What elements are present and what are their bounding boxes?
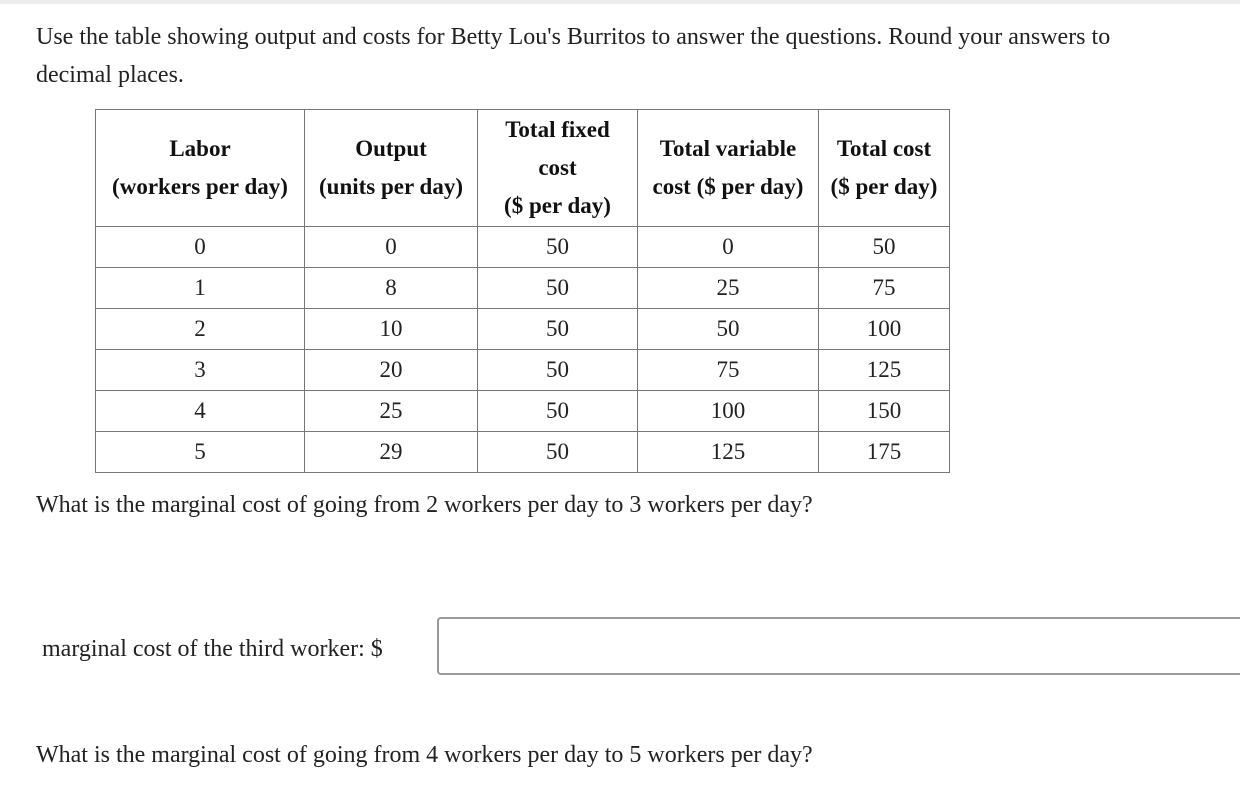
header-labor	[96, 110, 305, 227]
table-cell: 50	[478, 268, 638, 309]
header-label: cost	[538, 155, 577, 180]
header-label: Total fixed	[505, 117, 610, 142]
table-cell: 25	[638, 268, 819, 309]
table-cell: 4	[96, 391, 305, 432]
table-cell: 175	[819, 432, 950, 473]
header-total-variable-cost	[638, 110, 819, 227]
header-label: cost ($ per day)	[652, 174, 804, 199]
header-label: Output	[355, 136, 427, 161]
table-cell: 50	[819, 227, 950, 268]
table-cell: 50	[478, 432, 638, 473]
table-cell: 5	[96, 432, 305, 473]
instructions-line-2: decimal places.	[36, 62, 184, 88]
table-cell: 50	[478, 391, 638, 432]
table-cell: 100	[638, 391, 819, 432]
table-cell: 125	[638, 432, 819, 473]
cost-table	[95, 109, 950, 473]
table-cell: 29	[305, 432, 478, 473]
answer-1-input[interactable]	[437, 617, 1240, 675]
header-label: ($ per day)	[504, 193, 611, 218]
header-label: Total variable	[659, 136, 797, 161]
instructions	[36, 18, 1240, 94]
table-cell: 10	[305, 309, 478, 350]
header-label: ($ per day)	[830, 174, 938, 199]
table-cell: 150	[819, 391, 950, 432]
table-cell: 2	[96, 309, 305, 350]
header-label: (workers per day)	[112, 174, 288, 199]
table-cell: 100	[819, 309, 950, 350]
table-cell: 0	[305, 227, 478, 268]
table-cell: 1	[96, 268, 305, 309]
question-2: What is the marginal cost of going from 4 workers per day to 5 workers per day?	[36, 742, 813, 768]
table-cell: 50	[478, 350, 638, 391]
header-label: Labor	[169, 136, 231, 161]
table-cell: 8	[305, 268, 478, 309]
table-cell: 50	[478, 309, 638, 350]
header-total-cost	[819, 110, 950, 227]
table-cell: 75	[819, 268, 950, 309]
table-cell: 50	[638, 309, 819, 350]
question-1: What is the marginal cost of going from 2 workers per day to 3 workers per day?	[36, 492, 813, 518]
table-row	[96, 432, 950, 473]
table-cell: 75	[638, 350, 819, 391]
table-cell: 50	[478, 227, 638, 268]
answer-1-label: marginal cost of the third worker: $	[42, 636, 383, 662]
table-cell: 20	[305, 350, 478, 391]
instructions-line-1: Use the table showing output and costs for Betty Lou's Burritos to answer the questions. Round your answers to	[36, 24, 1111, 50]
table-row	[96, 350, 950, 391]
table-header-row	[96, 110, 950, 227]
table-row	[96, 309, 950, 350]
header-output	[305, 110, 478, 227]
top-divider	[0, 0, 1240, 4]
table-row	[96, 391, 950, 432]
table-cell: 0	[638, 227, 819, 268]
table-cell: 125	[819, 350, 950, 391]
table-cell: 25	[305, 391, 478, 432]
table-row	[96, 268, 950, 309]
table-row	[96, 227, 950, 268]
header-total-fixed-cost	[478, 110, 638, 227]
header-label: (units per day)	[319, 174, 463, 199]
table-cell: 3	[96, 350, 305, 391]
header-label: Total cost	[836, 136, 932, 161]
table-cell: 0	[96, 227, 305, 268]
